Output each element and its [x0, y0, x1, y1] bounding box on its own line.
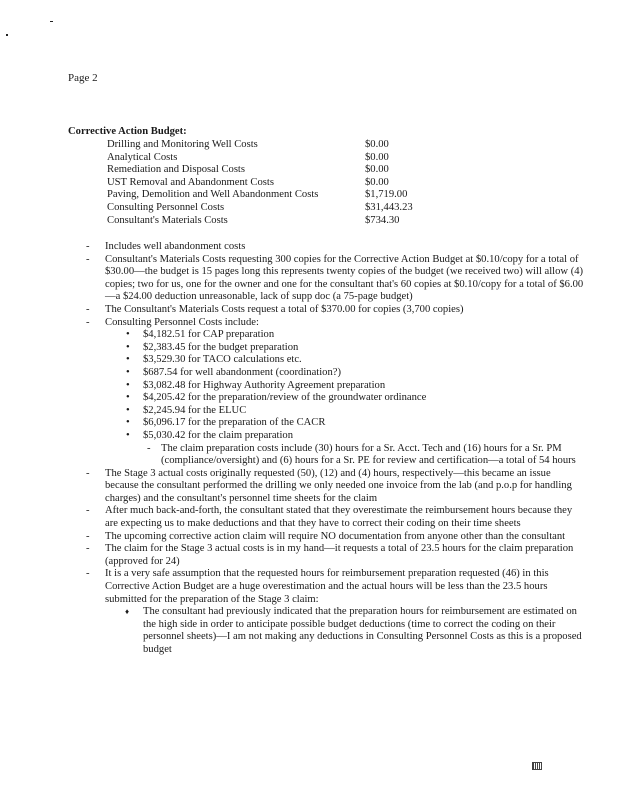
note-item: - The Stage 3 actual costs originally requested (50), (12) and (4) hours, respectively—this became an issue because the consultant performed the drilling we only needed one invoice from the lab (and p.o.p for handling charges) and the consultant's personnel time sheets for the claim — [86, 468, 586, 506]
scan-speck — [6, 34, 8, 36]
cost-item: • $2,245.94 for the ELUC — [105, 405, 586, 418]
cost-item: • $6,096.17 for the preparation of the CACR — [105, 417, 586, 430]
claim-detail-list — [143, 443, 586, 468]
notes-list — [86, 241, 586, 657]
budget-label: Consultant's Materials Costs — [107, 214, 228, 226]
budget-value: $31,443.23 — [365, 201, 413, 213]
note-item — [86, 568, 586, 656]
budget-value: $0.00 — [365, 164, 389, 176]
note-text: It is a very safe assumption that the requested hours for reimbursement preparation requested (46) in this Corrective Action Budget are a huge overestimation and the actual hours will be less than the 23.5 hours submitted for the preparation of the Stage 3 claim: — [105, 568, 549, 605]
cost-item: • $4,205.42 for the preparation/review of the groundwater ordinance — [105, 392, 586, 405]
budget-value: $1,719.00 — [365, 189, 408, 201]
budget-label: Drilling and Monitoring Well Costs — [107, 139, 258, 150]
note-item: - The Consultant's Materials Costs request a total of $370.00 for copies (3,700 copies) — [86, 304, 586, 317]
page-number: Page 2 — [68, 72, 98, 84]
assumption-detail: ♦ The consultant had previously indicated that the preparation hours for reimbursement are estimated on the high side in order to anticipate possible budget deductions (time to correct the coding on their personnel sheets)—I am not making any deductions in Consulting Personnel Costs as this is a proposed budget — [105, 606, 586, 656]
budget-row — [107, 164, 427, 177]
budget-value: $0.00 — [365, 151, 389, 163]
cost-item: • $3,529.30 for TACO calculations etc. — [105, 354, 586, 367]
budget-row — [107, 189, 427, 202]
cost-item — [105, 430, 586, 468]
note-text: Consulting Personnel Costs include: — [105, 316, 259, 328]
note-item: - The claim for the Stage 3 actual costs is in my hand—it requests a total of 23.5 hours for the claim preparation (approved for 24) — [86, 543, 586, 568]
note-item: - The upcoming corrective action claim will require NO documentation from anyone other than the consultant — [86, 531, 586, 544]
budget-row — [107, 152, 427, 165]
cost-text: $5,030.42 for the claim preparation — [143, 429, 294, 441]
budget-label: Paving, Demolition and Well Abandonment Costs — [107, 189, 319, 201]
note-item: - Consultant's Materials Costs requesting 300 copies for the Corrective Action Budget at $0.10/copy for a total of $30.00—the budget is 15 pages long this represents twenty copies of the budget (we received two) will allow (4) copies; two for us, one for the owner and one for the consultant that's 60 copies at $0.10/copy for a total of $6.00—a $24.00 deduction unreasonable, lack of supp doc (a 75-page budget) — [86, 254, 586, 304]
budget-value: $0.00 — [365, 139, 389, 150]
budget-value: $734.30 — [365, 214, 400, 226]
budget-table — [107, 139, 427, 227]
budget-row — [107, 177, 427, 190]
cost-item: • $4,182.51 for CAP preparation — [105, 329, 586, 342]
scan-speck — [50, 21, 53, 22]
cost-item: • $3,082.48 for Highway Authority Agreement preparation — [105, 380, 586, 393]
personnel-cost-list — [105, 329, 586, 468]
section-title: Corrective Action Budget: — [68, 126, 187, 137]
scan-mark-icon — [532, 762, 542, 770]
assumption-detail-list — [105, 606, 586, 656]
budget-label: UST Removal and Abandonment Costs — [107, 176, 274, 188]
budget-row — [107, 139, 427, 152]
note-item: - After much back-and-forth, the consultant stated that they overestimate the reimbursement hours because they are expecting us to make deductions and that they have to correct their coding on their time sheets — [86, 505, 586, 530]
budget-row — [107, 202, 427, 215]
budget-label: Remediation and Disposal Costs — [107, 164, 246, 176]
budget-label: Consulting Personnel Costs — [107, 201, 225, 213]
budget-value: $0.00 — [365, 176, 389, 188]
note-item: - Includes well abandonment costs — [86, 241, 586, 254]
claim-detail: - The claim preparation costs include (30) hours for a Sr. Acct. Tech and (16) hours for a Sr. PM (compliance/oversight) and (6) hours for a Sr. PE for review and certification—a total of 54 hours — [143, 443, 586, 468]
cost-item: • $2,383.45 for the budget preparation — [105, 342, 586, 355]
budget-row — [107, 215, 427, 228]
cost-item: • $687.54 for well abandonment (coordination?) — [105, 367, 586, 380]
budget-label: Analytical Costs — [107, 151, 178, 163]
note-item — [86, 317, 586, 468]
